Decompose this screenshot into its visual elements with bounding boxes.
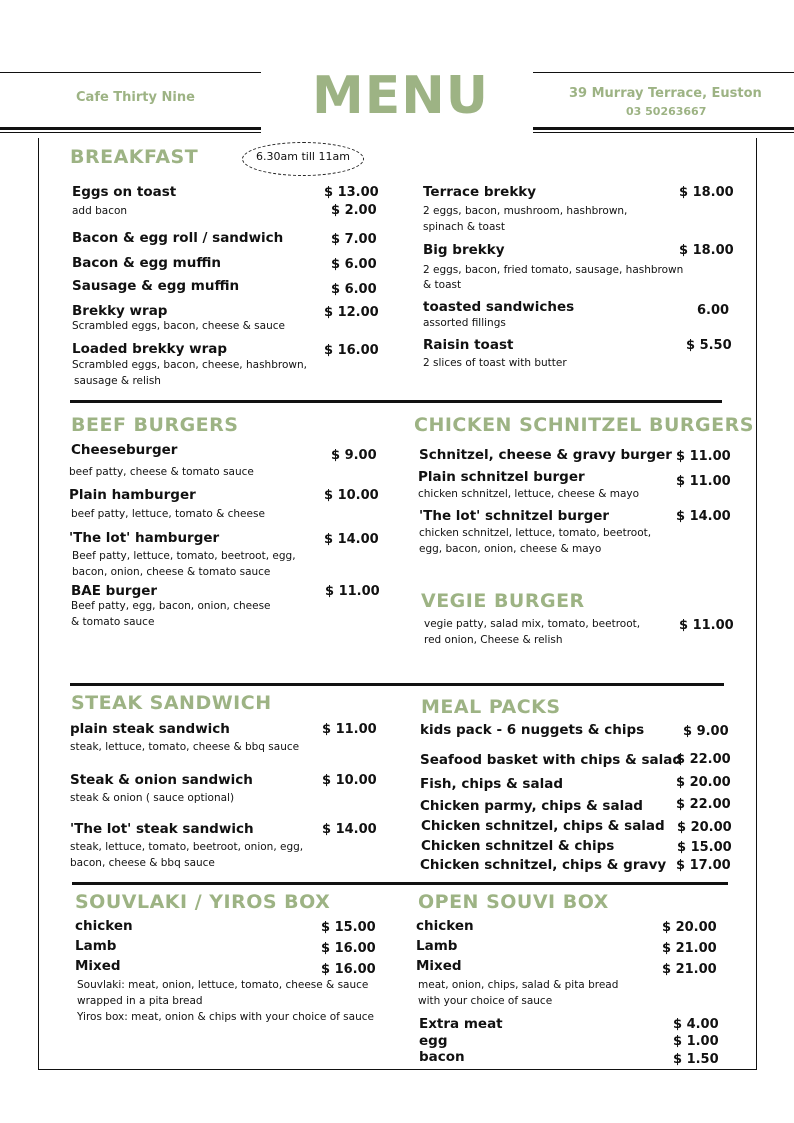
menu-item-price: $ 11.00 [676,449,731,464]
menu-item-desc: 2 eggs, bacon, fried tomato, sausage, hashbrown [423,264,684,276]
menu-item-desc: chicken schnitzel, lettuce, tomato, beetroot, [419,527,652,539]
header-rule-left-bottom-thin [0,132,261,133]
menu-item-desc: steak, lettuce, tomato, cheese & bbq sauce [70,741,300,753]
menu-item-name: Loaded brekky wrap [72,341,228,357]
menu-item-price: $ 15.00 [321,920,376,935]
menu-item-desc: sausage & relish [74,375,161,387]
menu-item-price: $ 10.00 [324,488,379,503]
extra-item-price: $ 1.50 [673,1052,719,1067]
menu-item-price: $ 12.00 [324,305,379,320]
menu-item-name: BAE burger [71,583,158,599]
menu-item-name: Fish, chips & salad [420,776,563,792]
section-title-chicken-schnitzel: CHICKEN SCHNITZEL BURGERS [414,414,754,436]
section-title-souvlaki: SOUVLAKI / YIROS BOX [75,891,331,913]
menu-item-desc: Scrambled eggs, bacon, cheese, hashbrown, [72,359,307,371]
extra-item-name: egg [419,1033,448,1049]
menu-item-desc: Beef patty, lettuce, tomato, beetroot, egg, [72,550,296,562]
menu-item-desc: meat, onion, chips, salad & pita bread [418,979,619,991]
menu-item-name: Eggs on toast [72,184,177,200]
menu-item-name: Lamb [75,938,117,954]
menu-item-name: 'The lot' hamburger [69,530,220,546]
menu-item-name: Cheeseburger [71,442,178,458]
menu-item-name: Plain hamburger [69,487,196,503]
extra-item-name: Extra meat [419,1016,503,1032]
menu-item-name: Seafood basket with chips & salad [420,752,683,768]
menu-item-desc: beef patty, cheese & tomato sauce [69,466,254,478]
menu-item-price: $ 10.00 [322,773,377,788]
menu-item-name: Bacon & egg muffin [72,255,221,271]
cafe-name: Cafe Thirty Nine [76,90,195,105]
menu-item-name: Chicken schnitzel, chips & gravy [420,857,667,873]
section-divider [72,882,728,885]
menu-item-price: $ 9.00 [683,724,729,739]
menu-item-name: 'The lot' schnitzel burger [419,508,610,524]
menu-item-price: $ 17.00 [676,858,731,873]
menu-item-desc: egg, bacon, onion, cheese & mayo [419,543,602,555]
section-title-open-souvi: OPEN SOUVI BOX [418,891,609,913]
menu-item-price: $ 11.00 [676,474,731,489]
menu-item-price: $ 11.00 [679,618,734,633]
menu-item-desc: bacon, onion, cheese & tomato sauce [72,566,271,578]
menu-item-price: $ 14.00 [676,509,731,524]
extra-item-name: bacon [419,1049,465,1065]
section-title-beef-burgers: BEEF BURGERS [71,414,239,436]
header-rule-right-bottom [533,127,794,130]
menu-item-name: Lamb [416,938,458,954]
menu-item-desc: spinach & toast [423,221,505,233]
header-rule-left-bottom [0,127,261,130]
menu-item-name: chicken [416,918,474,934]
menu-item-name: Sausage & egg muffin [72,278,240,294]
menu-item-desc: Souvlaki: meat, onion, lettuce, tomato, cheese & sauce [77,979,369,991]
menu-item-name: Steak & onion sandwich [70,772,253,788]
menu-item-price: $ 20.00 [677,820,732,835]
menu-item-price: $ 13.00 [324,185,379,200]
menu-item-name: toasted sandwiches [423,299,575,315]
section-title-steak-sandwich: STEAK SANDWICH [71,692,272,714]
menu-item-price: $ 14.00 [322,822,377,837]
menu-item-price: $ 14.00 [324,532,379,547]
menu-item-price: $ 6.00 [331,257,377,272]
menu-item-name: Chicken schnitzel, chips & salad [421,818,665,834]
menu-item-price: $ 16.00 [321,941,376,956]
menu-item-price: $ 21.00 [662,962,717,977]
extra-item-price: $ 1.00 [673,1034,719,1049]
menu-item-price: $ 22.00 [676,752,731,767]
menu-item-name: Brekky wrap [72,303,168,319]
menu-item-extra-price: $ 2.00 [331,203,377,218]
menu-item-price: $ 21.00 [662,941,717,956]
menu-item-desc: vegie patty, salad mix, tomato, beetroot, [424,618,641,630]
menu-item-name: Schnitzel, cheese & gravy burger [419,447,672,463]
menu-item-desc: & tomato sauce [71,616,155,628]
breakfast-hours: 6.30am till 11am [242,142,364,176]
menu-item-name: Mixed [75,958,121,974]
menu-item-name: Mixed [416,958,462,974]
menu-item-desc: steak & onion ( sauce optional) [70,792,235,804]
menu-item-desc: Yiros box: meat, onion & chips with your choice of sauce [77,1011,374,1023]
menu-item-desc: add bacon [72,205,128,217]
menu-item-price: $ 18.00 [679,185,734,200]
menu-item-name: Chicken parmy, chips & salad [420,798,643,814]
page-title: MENU [312,66,490,126]
menu-item-price: $ 15.00 [677,840,732,855]
menu-item-name: Bacon & egg roll / sandwich [72,230,284,246]
header-rule-left-top [0,72,261,73]
menu-item-price: $ 6.00 [331,282,377,297]
section-divider [70,683,724,686]
menu-item-desc: 2 eggs, bacon, mushroom, hashbrown, [423,205,628,217]
menu-item-desc: red onion, Cheese & relish [424,634,563,646]
phone: 03 50263667 [626,105,707,118]
menu-item-name: Chicken schnitzel & chips [421,838,615,854]
menu-item-price: $ 9.00 [331,448,377,463]
menu-item-name: plain steak sandwich [70,721,230,737]
section-divider [70,400,722,403]
menu-item-desc: & toast [423,279,462,291]
menu-item-price: $ 22.00 [676,797,731,812]
menu-item-price: $ 16.00 [321,962,376,977]
menu-item-name: Plain schnitzel burger [418,469,585,485]
section-title-vegie-burger: VEGIE BURGER [421,590,585,612]
section-title-breakfast: BREAKFAST [70,146,199,168]
menu-item-desc: Scrambled eggs, bacon, cheese & sauce [72,320,285,332]
menu-item-name: chicken [75,918,133,934]
menu-item-price: $ 20.00 [662,920,717,935]
menu-item-desc: Beef patty, egg, bacon, onion, cheese [71,600,271,612]
menu-item-name: Big brekky [423,242,505,258]
menu-item-price: $ 16.00 [324,343,379,358]
header-rule-right-bottom-thin [533,132,794,133]
extra-item-price: $ 4.00 [673,1017,719,1032]
section-title-meal-packs: MEAL PACKS [421,696,561,718]
address: 39 Murray Terrace, Euston [569,86,762,101]
menu-item-name: Terrace brekky [423,184,537,200]
menu-item-desc: bacon, cheese & bbq sauce [70,857,215,869]
menu-item-price: 6.00 [697,303,730,318]
menu-item-price: $ 11.00 [325,584,380,599]
header-rule-right-top [533,72,794,73]
menu-item-desc: assorted fillings [423,317,506,329]
menu-item-desc: wrapped in a pita bread [77,995,203,1007]
menu-item-price: $ 5.50 [686,338,732,353]
menu-item-name: 'The lot' steak sandwich [70,821,254,837]
menu-item-price: $ 18.00 [679,243,734,258]
menu-item-price: $ 7.00 [331,232,377,247]
menu-item-name: kids pack - 6 nuggets & chips [420,722,645,738]
menu-item-desc: chicken schnitzel, lettuce, cheese & mayo [418,488,640,500]
menu-item-desc: steak, lettuce, tomato, beetroot, onion, egg, [70,841,304,853]
menu-item-name: Raisin toast [423,337,514,353]
menu-item-desc: with your choice of sauce [418,995,553,1007]
menu-item-desc: beef patty, lettuce, tomato & cheese [71,508,265,520]
menu-item-price: $ 20.00 [676,775,731,790]
menu-item-price: $ 11.00 [322,722,377,737]
menu-item-desc: 2 slices of toast with butter [423,357,567,369]
